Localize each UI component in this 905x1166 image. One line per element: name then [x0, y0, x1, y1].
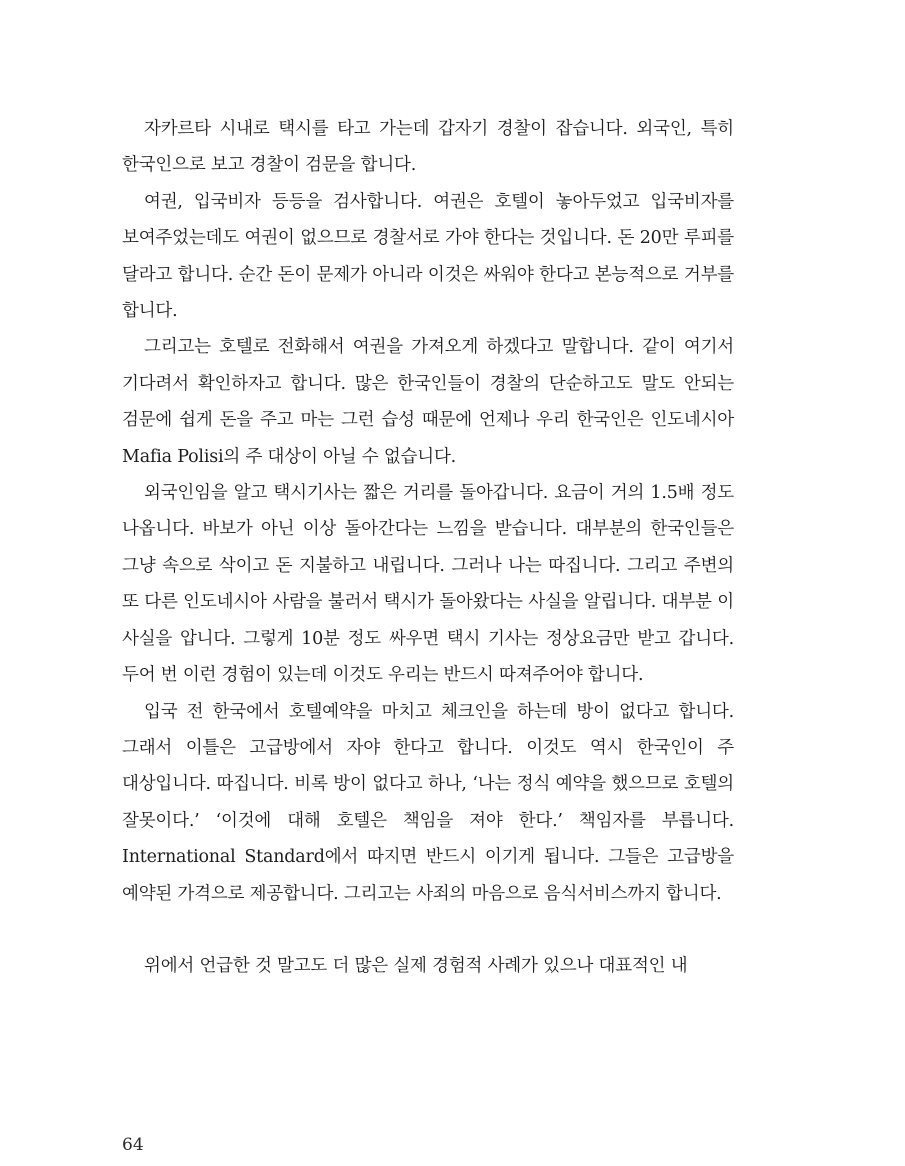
page-number: 64 — [122, 1135, 144, 1155]
paragraph-5: 입국 전 한국에서 호텔예약을 마치고 체크인을 하는데 방이 없다고 합니다. 그래서 이틀은 고급방에서 자야 한다고 합니다. 이것도 역시 한국인이 주 대상입니다. 따집니다. 비록 방이 없다고 하나, ‘나는 정식 예약을 했으므로 호텔의 잘못이다.’ ‘이것에 대해 호텔은 책임을 져야 한다.’ 책임자를 부릅니다. International Standard에서 따지면 반드시 이기게 됩니다. 그들은 고급방을 예약된 가격으로 제공합니다. 그리고는 사죄의 마음으로 음식서비스까지 합니다. — [122, 701, 734, 904]
body-text — [122, 111, 734, 984]
paragraph-2: 여권, 입국비자 등등을 검사합니다. 여권은 호텔이 놓아두었고 입국비자를 보여주었는데도 여권이 없으므로 경찰서로 가야 한다는 것입니다. 돈 20만 루피를 달라고 합니다. 순간 돈이 문제가 아니라 이것은 싸워야 한다고 본능적으로 거부를 합니다. — [122, 191, 734, 322]
paragraph-4: 외국인임을 알고 택시기사는 짧은 거리를 돌아갑니다. 요금이 거의 1.5배 정도 나옵니다. 바보가 아닌 이상 돌아간다는 느낌을 받습니다. 대부분의 한국인들은 그냥 속으로 삭이고 돈 지불하고 내립니다. 그러나 나는 따집니다. 그리고 주변의 또 다른 인도네시아 사람을 불러서 택시가 돌아왔다는 사실을 알립니다. 대부분 이 사실을 압니다. 그렇게 10분 정도 싸우면 택시 기사는 정상요금만 받고 갑니다. 두어 번 이런 경험이 있는데 이것도 우리는 반드시 따져주어야 합니다. — [122, 483, 734, 686]
paragraph-1: 자카르타 시내로 택시를 타고 가는데 갑자기 경찰이 잡습니다. 외국인, 특히 한국인으로 보고 경찰이 검문을 합니다. — [122, 119, 734, 176]
paragraph-6: 위에서 언급한 것 말고도 더 많은 실제 경험적 사례가 있으나 대표적인 내 — [144, 955, 688, 976]
paragraph-3: 그리고는 호텔로 전화해서 여권을 가져오게 하겠다고 말합니다. 같이 여기서 기다려서 확인하자고 합니다. 많은 한국인들이 경찰의 단순하고도 말도 안되는 검문에 쉽게 돈을 주고 마는 그런 습성 때문에 언제나 우리 한국인은 인도네시아 Mafia Polisi의 주 대상이 아닐 수 없습니다. — [122, 337, 734, 467]
